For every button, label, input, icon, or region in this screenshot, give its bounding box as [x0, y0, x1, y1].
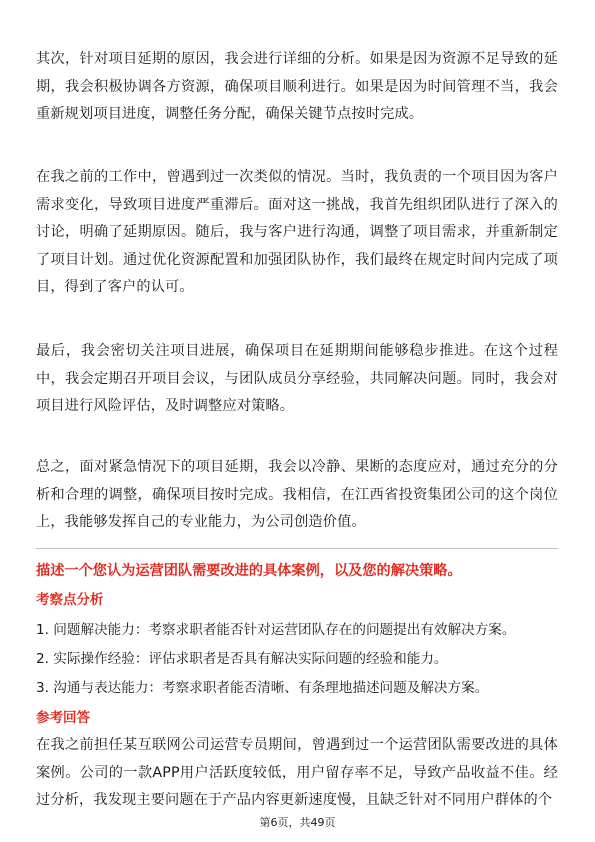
list-item: 1. 问题解决能力：考察求职者能否针对运营团队存在的问题提出有效解决方案。 — [36, 622, 516, 638]
paragraph-analysis: 其次，针对项目延期的原因，我会进行详细的分析。如果是因为资源不足导致的延期，我会积极协调各方资源，确保项目顺利进行。如果是因为时间管理不当，我会重新规划项目进度，调整任务分配，确保关键节点按时完成。 — [36, 51, 558, 122]
reference-answer-heading: 参考回答 — [36, 710, 90, 726]
analysis-heading: 考察点分析 — [36, 592, 104, 608]
interview-question: 描述一个您认为运营团队需要改进的具体案例，以及您的解决策略。 — [36, 563, 462, 579]
analysis-list — [36, 616, 558, 703]
paragraph-conclusion: 总之，面对紧急情况下的项目延期，我会以冷静、果断的态度应对，通过充分的分析和合理的调整，确保项目按时完成。我相信，在江西省投资集团公司的这个岗位上，我能够发挥自己的专业能力，为公司创造价值。 — [36, 459, 558, 530]
list-item: 3. 沟通与表达能力：考察求职者能否清晰、有条理地描述问题及解决方案。 — [36, 680, 489, 696]
paragraph-follow-up: 最后，我会密切关注项目进展，确保项目在延期期间能够稳步推进。在这个过程中，我会定期召开项目会议，与团队成员分享经验，共同解决问题。同时，我会对项目进行风险评估，及时调整应对策略。 — [36, 343, 558, 414]
list-item: 2. 实际操作经验：评估求职者是否具有解决实际问题的经验和能力。 — [36, 651, 448, 667]
reference-answer-text: 在我之前担任某互联网公司运营专员期间，曾遇到过一个运营团队需要改进的具体案例。公司的一款APP用户活跃度较低，用户留存率不足，导致产品收益不佳。经过分析，我发现主要问题在于产品内容更新速度慢，且缺乏针对不同用户群体的个 — [36, 737, 558, 808]
paragraph-experience: 在我之前的工作中，曾遇到过一次类似的情况。当时，我负责的一个项目因为客户需求变化，导致项目进度严重滞后。面对这一挑战，我首先组织团队进行了深入的讨论，明确了延期原因。随后，我与客户进行沟通，调整了项目需求，并重新制定了项目计划。通过优化资源配置和加强团队协作，我们最终在规定时间内完成了项目，得到了客户的认可。 — [36, 169, 558, 295]
section-divider — [36, 548, 558, 549]
page-number: 第6页，共49页 — [259, 816, 336, 829]
